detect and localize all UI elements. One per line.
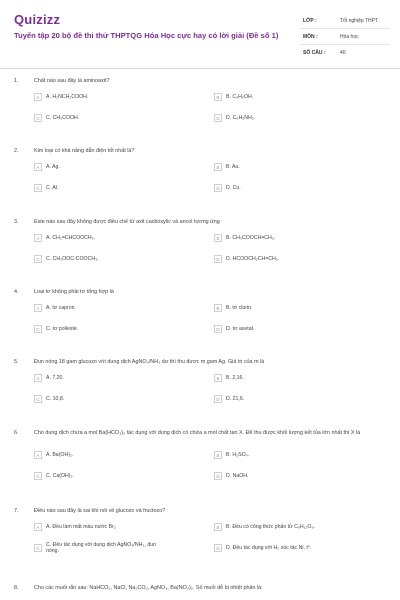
answer-option-a[interactable] xyxy=(34,449,204,461)
option-letter-box: A xyxy=(34,304,42,312)
answer-option-c[interactable] xyxy=(34,323,204,335)
option-text: A. Ag. xyxy=(46,164,60,170)
option-text: D. Cu. xyxy=(226,185,241,191)
answer-option-c[interactable] xyxy=(34,470,204,482)
option-letter-box: B xyxy=(214,163,222,171)
question-text: Kim loại có khả năng dẫn điện tốt nhất là? xyxy=(34,148,135,154)
question-number: 6. xyxy=(14,430,19,436)
question-number: 4. xyxy=(14,289,19,295)
option-text: C. CH₃COOH. xyxy=(46,115,80,121)
option-text: C. 10,8. xyxy=(46,396,65,402)
answer-option-b[interactable] xyxy=(214,449,384,461)
option-text: B. H₂SO₄. xyxy=(226,452,250,458)
worksheet-meta xyxy=(300,13,390,60)
answer-option-b[interactable] xyxy=(214,302,384,314)
answer-option-b[interactable] xyxy=(214,372,384,384)
option-text: D. C₆H₅NH₂. xyxy=(226,115,256,121)
answer-option-a[interactable] xyxy=(34,372,204,384)
option-text: B. Au. xyxy=(226,164,240,170)
option-text: D. tơ axetat. xyxy=(226,326,255,332)
option-letter-box: C xyxy=(34,544,42,552)
option-text: A. H₂NCH₂COOH. xyxy=(46,94,89,100)
meta-label: LỚP : xyxy=(303,17,317,24)
answer-option-c[interactable] xyxy=(34,112,204,124)
question-text: Chất nào sau đây là aminoaxit? xyxy=(34,78,110,84)
answer-option-b[interactable] xyxy=(214,91,384,103)
option-letter-box: C xyxy=(34,395,42,403)
option-letter-box: A xyxy=(34,163,42,171)
option-text: B. 2,16. xyxy=(226,375,244,381)
option-text: D. HCOOCH₂CH=CH₂. xyxy=(226,256,280,262)
option-text: B. Đều có công thức phân tử C₆H₁₂O₆. xyxy=(226,524,315,530)
option-text: D. NaOH. xyxy=(226,473,249,479)
option-text: C. Al. xyxy=(46,185,59,191)
answer-option-c[interactable] xyxy=(34,542,204,554)
option-text: B. C₂H₅OH. xyxy=(226,94,254,100)
meta-value: 40 xyxy=(340,49,346,56)
option-letter-box: C xyxy=(34,325,42,333)
option-letter-box: B xyxy=(214,304,222,312)
meta-value: Tốt nghiệp THPT xyxy=(340,17,378,24)
question-number: 7. xyxy=(14,508,19,514)
option-letter-box: D xyxy=(214,184,222,192)
answer-option-c[interactable] xyxy=(34,182,204,194)
meta-label: MÔN : xyxy=(303,33,318,40)
answer-option-a[interactable] xyxy=(34,232,204,244)
option-letter-box: C xyxy=(34,114,42,122)
option-letter-box: C xyxy=(34,184,42,192)
option-letter-box: D xyxy=(214,255,222,263)
option-letter-box: C xyxy=(34,255,42,263)
question-number: 8. xyxy=(14,585,19,591)
header-divider xyxy=(0,68,400,69)
option-text: B. tơ clorin. xyxy=(226,305,253,311)
option-text: D. Đều tác dụng với H₂ xúc tác Ni, t⁰. xyxy=(226,545,312,551)
meta-subject-row xyxy=(300,29,390,45)
answer-option-a[interactable] xyxy=(34,521,204,533)
option-letter-box: B xyxy=(214,93,222,101)
option-letter-box: B xyxy=(214,523,222,531)
answer-option-d[interactable] xyxy=(214,323,384,335)
option-text: A. Ba(OH)₂. xyxy=(46,452,74,458)
answer-option-b[interactable] xyxy=(214,161,384,173)
option-letter-box: B xyxy=(214,374,222,382)
option-letter-box: B xyxy=(214,234,222,242)
option-letter-box: D xyxy=(214,395,222,403)
question-number: 1. xyxy=(14,78,19,84)
answer-option-d[interactable] xyxy=(214,393,384,405)
answer-option-d[interactable] xyxy=(214,542,384,554)
option-text: D. 21,6. xyxy=(226,396,245,402)
question-text: Loại tơ không phải tơ tổng hợp là xyxy=(34,289,114,295)
question-text: Đun nóng 18 gam glucozo với dung dịch AgNO₃/NH₃ dư thì thu được m gam Ag. Giá trị của m là xyxy=(34,359,265,365)
option-letter-box: A xyxy=(34,93,42,101)
question-number: 5. xyxy=(14,359,19,365)
option-text: A. CH₂=CHCOOCH₃. xyxy=(46,235,96,241)
option-letter-box: D xyxy=(214,325,222,333)
option-text: A. Đều làm mất màu nước Br₂ xyxy=(46,524,116,530)
answer-option-c[interactable] xyxy=(34,393,204,405)
answer-option-d[interactable] xyxy=(214,112,384,124)
answer-option-a[interactable] xyxy=(34,302,204,314)
worksheet-header xyxy=(0,0,400,68)
question-number: 2. xyxy=(14,148,19,154)
option-text: C. CH₃OOC-COOCH₃. xyxy=(46,256,99,262)
option-letter-box: A xyxy=(34,234,42,242)
meta-label: SỐ CÂU : xyxy=(303,49,326,56)
option-letter-box: D xyxy=(214,114,222,122)
meta-grade-row xyxy=(300,13,390,29)
answer-option-c[interactable] xyxy=(34,253,204,265)
option-text: A. tơ capron. xyxy=(46,305,76,311)
worksheet-title: Tuyển tập 20 bộ đề thi thử THPTQG Hóa Học cực hay có lời giải (Đề số 1) xyxy=(14,31,279,40)
option-letter-box: A xyxy=(34,374,42,382)
answer-option-b[interactable] xyxy=(214,521,384,533)
option-letter-box: D xyxy=(214,544,222,552)
option-text: C. Đều tác dụng với dung dịch AgNO₃/NH₃, đun nóng. xyxy=(46,542,156,554)
option-text: C. tơ polieste. xyxy=(46,326,79,332)
meta-count-row xyxy=(300,45,390,60)
option-text: B. CH₃COOCH=CH₂. xyxy=(226,235,276,241)
quizizz-logo: Quizizz xyxy=(14,12,61,27)
meta-value: Hóa học xyxy=(340,33,359,40)
option-letter-box: B xyxy=(214,451,222,459)
question-text: Cho các muối rắn sau: NaHCO₃, NaCl, Na₂CO₃, AgNO₃, Ba(NO₃)₂. Số muối dễ bị nhiệt phân là: xyxy=(34,585,263,591)
question-text: Cho dung dịch chứa a mol Ba(HCO₃)₂ tác dụng với dung dịch có chứa a mol chất tan X. Để thu được khối lượng kết tủa lớn nhất thì X là xyxy=(34,430,361,436)
answer-option-d[interactable] xyxy=(214,470,384,482)
question-text: Este nào sau đây không được điều chế từ axit cacboxylic và ancol tương ứng xyxy=(34,219,220,225)
option-letter-box: A xyxy=(34,523,42,531)
answer-option-a[interactable] xyxy=(34,161,204,173)
answer-option-a[interactable] xyxy=(34,91,204,103)
option-letter-box: D xyxy=(214,472,222,480)
option-letter-box: C xyxy=(34,472,42,480)
question-number: 3. xyxy=(14,219,19,225)
answer-option-b[interactable] xyxy=(214,232,384,244)
option-letter-box: A xyxy=(34,451,42,459)
answer-option-d[interactable] xyxy=(214,253,384,265)
answer-option-d[interactable] xyxy=(214,182,384,194)
option-text: A. 7,20. xyxy=(46,375,64,381)
option-text: C. Ca(OH)₂. xyxy=(46,473,74,479)
question-text: Điều nào sau đây là sai khi nói về glucozo và fructozo? xyxy=(34,508,166,514)
